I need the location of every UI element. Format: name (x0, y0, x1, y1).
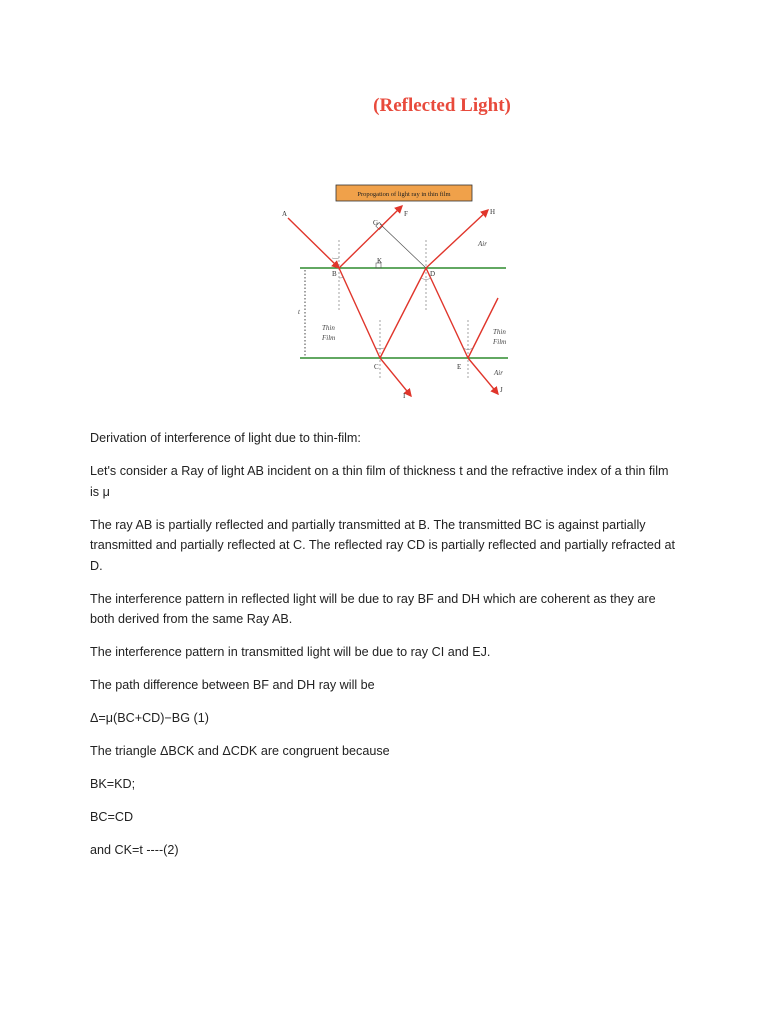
paragraph: The interference pattern in transmitted light will be due to ray CI and EJ. (90, 645, 491, 659)
label-air-bottom: Air (494, 369, 503, 377)
thin-film-svg (270, 180, 520, 400)
equation-line: BC=CD (90, 810, 134, 824)
paragraph: The ray AB is partially reflected and partially transmitted at B. The transmitted BC is against partially transmitted and partially reflected at C. The reflected ray CD is partially reflected and partially refracted at D. (90, 517, 675, 573)
label-air-top: Air (478, 240, 487, 248)
diagram-caption: Propogation of light ray in thin film (357, 191, 451, 198)
ray-DH (426, 210, 488, 268)
label-J: J (500, 386, 503, 394)
label-K: K (377, 257, 383, 265)
label-thin-left-2: Film (322, 334, 336, 342)
line-GD (380, 224, 426, 268)
label-F: F (404, 210, 408, 218)
ray-DE (426, 268, 468, 358)
page-title: (Reflected Light) (373, 95, 511, 116)
paragraph: The triangle ΔBCK and ΔCDK are congruent because (90, 744, 390, 758)
label-t: t (298, 308, 300, 316)
ray-CI (380, 358, 411, 396)
label-E: E (457, 363, 462, 371)
derivation-text (90, 428, 680, 873)
ray-BC (339, 268, 380, 358)
angle-arc-B (332, 258, 339, 259)
label-C: C (374, 363, 379, 371)
label-A: A (282, 210, 288, 218)
ray-AB (288, 218, 339, 268)
ray-CD (380, 268, 426, 358)
paragraph: The path difference between BF and DH ray will be (90, 678, 375, 692)
equation-1: Δ=μ(BC+CD)−BG (1) (90, 711, 209, 725)
paragraph: Derivation of interference of light due to thin-film: (90, 431, 361, 445)
label-thin-right-1: Thin (493, 328, 506, 336)
label-H: H (490, 208, 496, 216)
paragraph: The interference pattern in reflected light will be due to ray BF and DH which are coherent as they are both derived from the same Ray AB. (90, 591, 656, 626)
label-I: I (403, 392, 406, 400)
equation-line: BK=KD; (90, 777, 136, 791)
ray-BF (339, 206, 402, 268)
equation-2: and CK=t ----(2) (90, 843, 179, 857)
label-G: G (373, 219, 379, 227)
label-D: D (430, 270, 436, 278)
label-thin-right-2: Film (493, 338, 507, 346)
label-B: B (332, 270, 337, 278)
paragraph: Let's consider a Ray of light AB incident on a thin film of thickness t and the refractive index of a thin film is μ (90, 464, 669, 499)
label-thin-left-1: Thin (322, 324, 335, 332)
thin-film-diagram (270, 180, 520, 400)
angle-arc-D (421, 278, 431, 279)
